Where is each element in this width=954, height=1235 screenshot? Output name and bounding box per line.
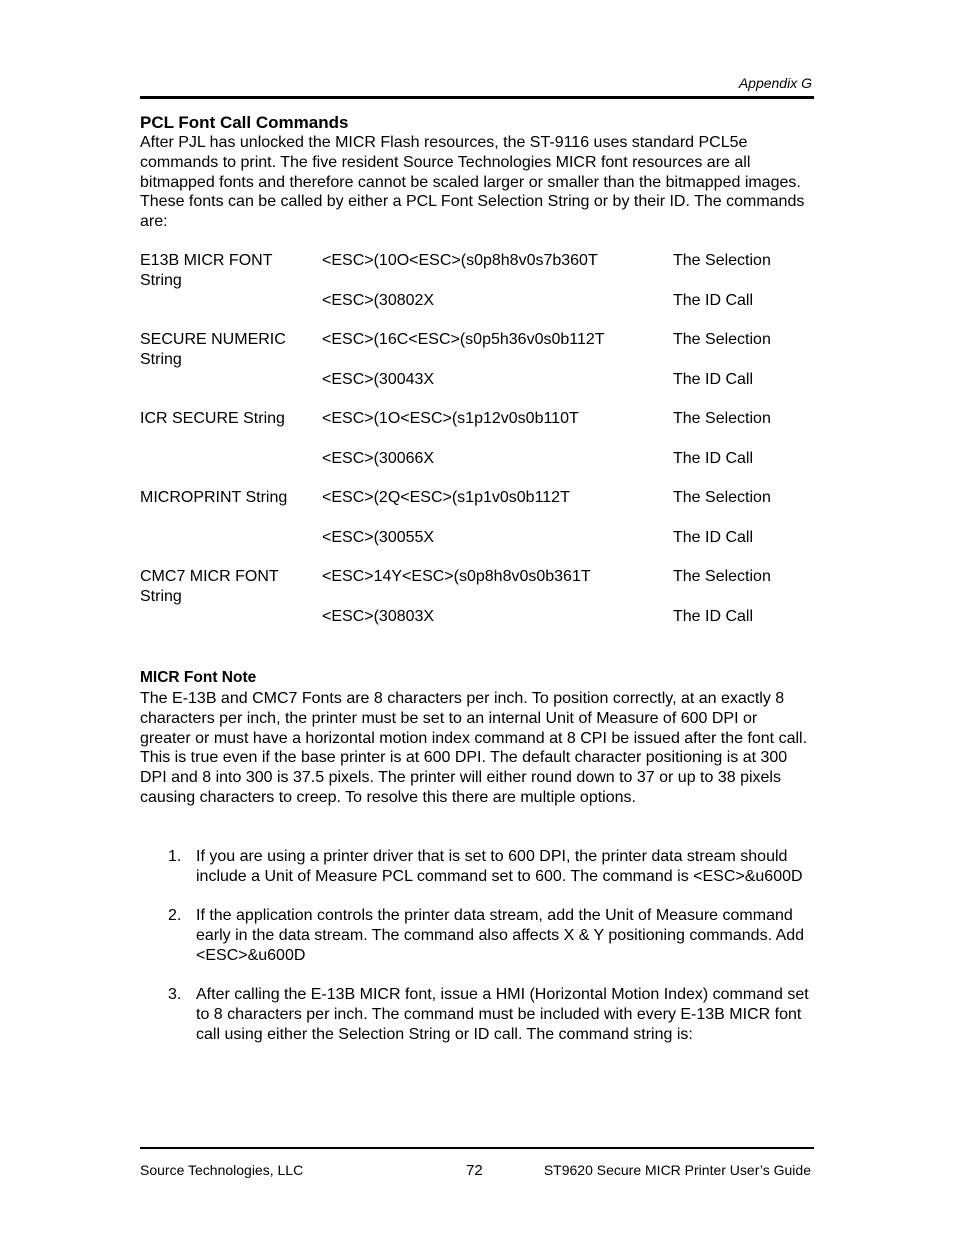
id-label: The ID Call <box>673 371 754 388</box>
footer-guide-title: ST9620 Secure MICR Printer User’s Guide <box>543 1162 811 1178</box>
list-text: If you are using a printer driver that is set to 600 DPI, the printer data stream should include a Unit of Measure PCL command set to 600. The command is <ESC>&u600D <box>196 848 803 885</box>
selection-code: <ESC>(2Q<ESC>(s1p1v0s0b112T <box>322 489 570 506</box>
font-name: E13B MICR FONT String <box>140 252 273 289</box>
font-group-cmc7 <box>140 567 820 646</box>
id-label: The ID Call <box>673 608 754 625</box>
list-item <box>140 847 812 887</box>
selection-code: <ESC>(10O<ESC>(s0p8h8v0s7b360T <box>322 252 598 269</box>
selection-code: <ESC>(16C<ESC>(s0p5h36v0s0b112T <box>322 331 605 348</box>
font-name: ICR SECURE String <box>140 410 285 427</box>
font-group-secure-numeric <box>140 330 820 409</box>
id-code: <ESC>(30055X <box>322 529 435 546</box>
selection-code: <ESC>14Y<ESC>(s0p8h8v0s0b361T <box>322 568 591 585</box>
selection-label: The Selection <box>673 331 771 348</box>
font-command-table <box>140 251 820 646</box>
note-title: MICR Font Note <box>140 669 257 686</box>
selection-label: The Selection <box>673 489 771 506</box>
list-number: 2. <box>168 907 182 925</box>
font-name: SECURE NUMERIC String <box>140 331 286 368</box>
id-label: The ID Call <box>673 292 754 309</box>
list-item <box>140 906 812 965</box>
note-paragraph: The E-13B and CMC7 Fonts are 8 characters per inch. To position correctly, at an exactly 8 characters per inch, the printer must be set to an internal Unit of Measure of 600 DPI or greater or must have a horizontal motion index command at 8 CPI be issued after the font call. This is true even if the base printer is at 600 DPI. The default character positioning is at 300 DPI and 8 into 300 is 37.5 pixels. The printer will either round down to 37 or up to 38 pixels causing characters to creep. To resolve this there are multiple options. <box>140 690 808 806</box>
font-group-microprint <box>140 488 820 567</box>
appendix-label: Appendix G <box>738 75 812 91</box>
selection-label: The Selection <box>673 568 771 585</box>
font-name: MICROPRINT String <box>140 489 288 506</box>
id-label: The ID Call <box>673 450 754 467</box>
footer-company: Source Technologies, LLC <box>140 1162 304 1178</box>
id-label: The ID Call <box>673 529 754 546</box>
list-number: 3. <box>168 986 182 1004</box>
font-group-e13b <box>140 251 820 330</box>
font-name: CMC7 MICR FONT String <box>140 568 279 605</box>
id-code: <ESC>(30043X <box>322 371 435 388</box>
list-text: If the application controls the printer data stream, add the Unit of Measure command early in the data stream. The command also affects X & Y positioning commands. Add <ESC>&u600D <box>196 907 805 964</box>
section-title: PCL Font Call Commands <box>140 113 349 132</box>
id-code: <ESC>(30066X <box>322 450 435 467</box>
font-group-icr-secure <box>140 409 820 488</box>
selection-label: The Selection <box>673 410 771 427</box>
id-code: <ESC>(30803X <box>322 608 435 625</box>
intro-paragraph: After PJL has unlocked the MICR Flash resources, the ST-9116 uses standard PCL5e commands to print. The five resident Source Technologies MICR font resources are all bitmapped fonts and therefore cannot be scaled larger or smaller than the bitmapped images. These fonts can be called by either a PCL Font Selection String or by their ID. The commands are: <box>140 134 805 231</box>
options-list <box>140 847 812 1064</box>
page-number: 72 <box>466 1162 483 1179</box>
selection-code: <ESC>(1O<ESC>(s1p12v0s0b110T <box>322 410 579 427</box>
list-number: 1. <box>168 848 182 865</box>
selection-label: The Selection <box>673 252 771 269</box>
id-code: <ESC>(30802X <box>322 292 435 309</box>
footer-rule <box>140 1147 814 1149</box>
list-item <box>140 985 812 1044</box>
header-rule <box>140 96 814 99</box>
list-text: After calling the E-13B MICR font, issue a HMI (Horizontal Motion Index) command set to 8 characters per inch. The command must be included with every E-13B MICR font call using either the Selection String or ID call. The command string is: <box>196 986 809 1043</box>
